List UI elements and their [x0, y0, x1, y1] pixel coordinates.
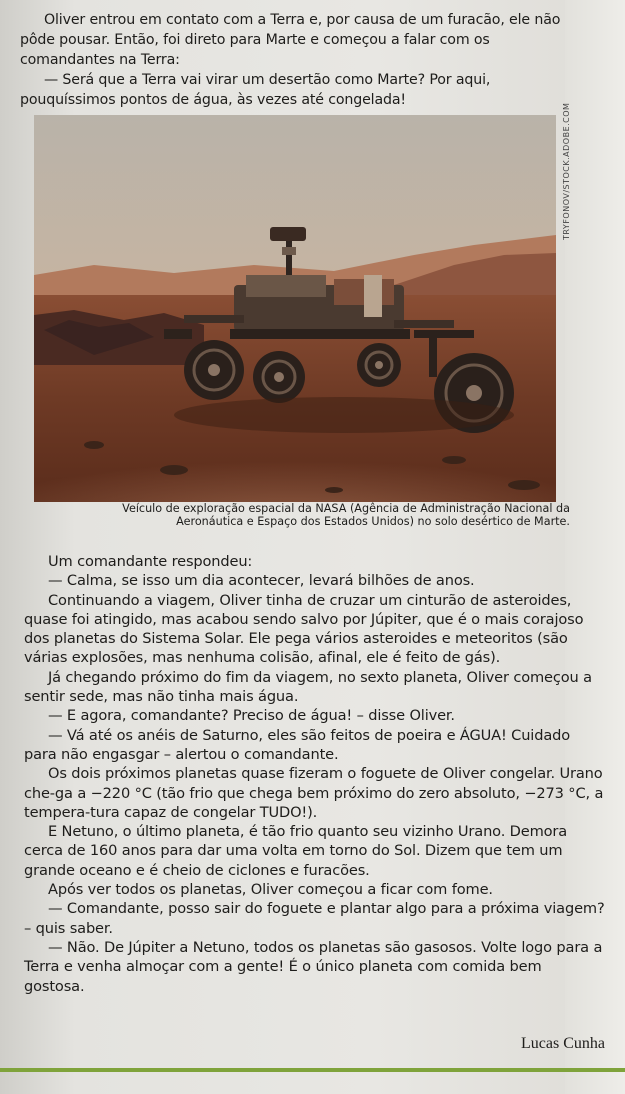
story-paragraph: Após ver todos os planetas, Oliver começou a ficar com fome. — [48, 881, 493, 899]
story-paragraph: — E agora, comandante? Preciso de água! – disse Oliver. — [48, 707, 455, 725]
intro-paragraph-2: — Será que a Terra vai virar um desertão como Marte? Por aqui, pouquíssimos pontos de água, às vezes até congelada! — [20, 72, 491, 108]
intro-paragraph-1: Oliver entrou em contato com a Terra e, por causa de um furacão, ele não pôde pousar. Então, foi direto para Marte e começou a falar com os comandantes na Terra: — [20, 12, 561, 68]
caption-line-1: Veículo de exploração espacial da NASA (Agência de Administração Nacional da — [122, 502, 570, 515]
intro-text — [20, 10, 580, 110]
story-paragraph: Continuando a viagem, Oliver tinha de cruzar um cinturão de asteroides, quase foi atingido, mas acabou sendo salvo por Júpiter, que é o mais corajoso dos planetas do Sistema Solar. Ele pega vários asteroides e meteoritos (são várias explosões, mas nenhuma colisão, afinal, ele é feito de gás). — [24, 591, 584, 667]
story-paragraph: — Calma, se isso um dia acontecer, levará bilhões de anos. — [48, 572, 475, 590]
story-paragraph: Um comandante respondeu: — [48, 553, 253, 570]
story-paragraph: — Não. De Júpiter a Netuno, todos os planetas são gasosos. Volte logo para a Terra e venha almoçar com a gente! É o único planeta com comida bem gostosa. — [24, 938, 603, 995]
mars-rover-photo — [34, 115, 556, 502]
rover-illustration — [34, 115, 556, 502]
story-text — [24, 552, 606, 996]
caption-line-2: Aeronáutica e Espaço dos Estados Unidos) no solo desértico de Marte. — [176, 515, 570, 528]
story-paragraph: — Vá até os anéis de Saturno, eles são feitos de poeira e ÁGUA! Cuidado para não engasgar – alertou o comandante. — [24, 726, 571, 763]
author-name: Lucas Cunha — [521, 1035, 605, 1052]
story-paragraph: Já chegando próximo do fim da viagem, no sexto planeta, Oliver começou a sentir sede, mas não tinha mais água. — [24, 668, 592, 706]
photo-credit: TRYFONOV/STOCK.ADOBE.COM — [562, 102, 571, 240]
photo-caption — [100, 502, 570, 528]
story-paragraph: Os dois próximos planetas quase fizeram o foguete de Oliver congelar. Urano che-ga a −220 °C (tão frio que chega bem próximo do zero absoluto, −273 °C, a tempera-tura capaz de congelar TUDO!). — [24, 765, 604, 821]
green-rule — [0, 1068, 625, 1072]
story-paragraph: — Comandante, posso sair do foguete e plantar algo para a próxima viagem? – quis saber. — [24, 900, 605, 937]
story-paragraph: E Netuno, o último planeta, é tão frio quanto seu vizinho Urano. Demora cerca de 160 anos para dar uma volta em torno do Sol. Dizem que tem um grande oceano e é cheio de ciclones e furacões. — [24, 823, 568, 879]
